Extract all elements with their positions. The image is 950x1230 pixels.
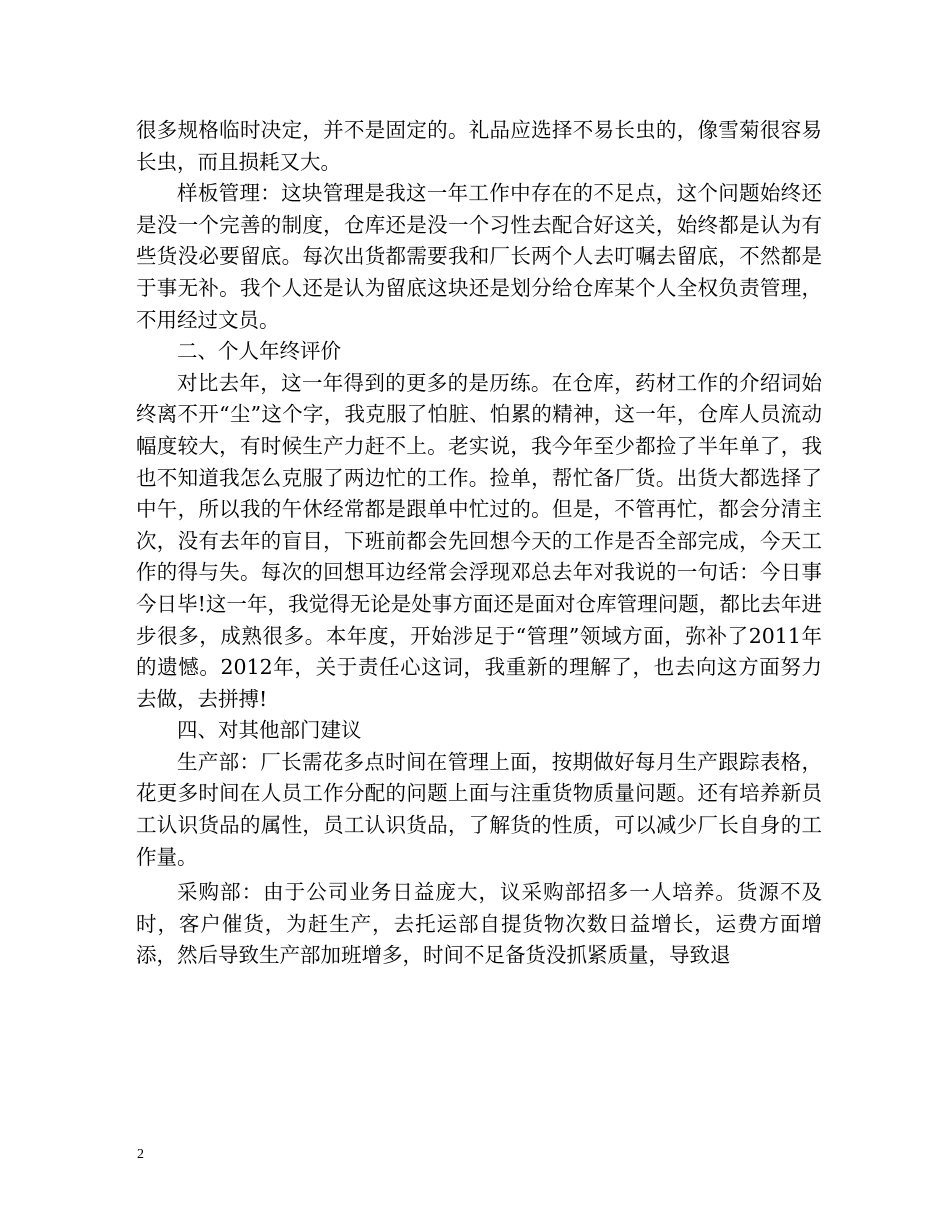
- paragraph-continued: 很多规格临时决定，并不是固定的。礼品应选择不易长虫的，像雪菊很容易长虫，而且损耗又大。: [136, 118, 822, 174]
- section-heading-personal-evaluation: 二、个人年终评价: [177, 339, 341, 364]
- section-heading-department-suggestions: 四、对其他部门建议: [177, 718, 362, 743]
- paragraph-sample-management: 样板管理：这块管理是我这一年工作中存在的不足点，这个问题始终还是没一个完善的制度，仓库还是没一个习性去配合好这关，始终都是认为有些货没必要留底。每次出货都需要我和厂长两个人去叮嘱去留底，不然都是于事无补。我个人还是认为留底这块还是划分给仓库某个人全权负责管理，不用经过文员。: [136, 181, 822, 332]
- paragraph-personal-evaluation: 对比去年，这一年得到的更多的是历练。在仓库，药材工作的介绍词始终离不开“尘”这个字，我克服了怕脏、怕累的精神，这一年，仓库人员流动幅度较大，有时候生产力赶不上。老实说，我今年至少都捡了半年单了，我也不知道我怎么克服了两边忙的工作。捡单，帮忙备厂货。出货大都选择了中午，所以我的午休经常都是跟单中忙过的。但是，不管再忙，都会分清主次，没有去年的盲目，下班前都会先回想今天的工作是否全部完成，今天工作的得与失。每次的回想耳边经常会浮现邓总去年对我说的一句话：今日事今日毕!这一年，我觉得无论是处事方面还是面对仓库管理问题，都比去年进步很多，成熟很多。本年度，开始涉足于“管理”领域方面，弥补了2011年的遗憾。2012年，关于责任心这词，我重新的理解了，也去向这方面努力去做，去拼搏!: [136, 370, 822, 711]
- paragraph-purchasing-department: 采购部：由于公司业务日益庞大，议采购部招多一人培养。货源不及时，客户催货，为赶生产，去托运部自提货物次数日益增长，运费方面增添，然后导致生产部加班增多，时间不足备货没抓紧质量，导致退: [136, 880, 822, 968]
- document-body: [136, 115, 822, 972]
- page-number: 2: [137, 1147, 144, 1162]
- paragraph-production-department: 生产部：厂长需花多点时间在管理上面，按期做好每月生产跟踪表格，花更多时间在人员工作分配的问题上面与注重货物质量问题。还有培养新员工认识货品的属性，员工认识货品，了解货的性质，可以减少厂长自身的工作量。: [136, 749, 822, 869]
